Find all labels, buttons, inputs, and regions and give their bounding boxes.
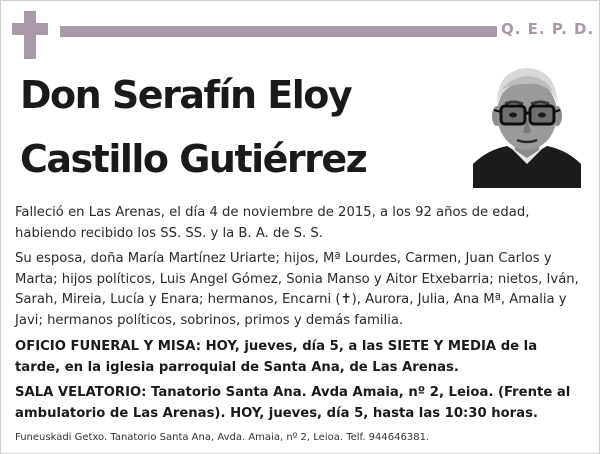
header-rule (60, 26, 497, 37)
deceased-name-line-1: Don Serafín Eloy (20, 73, 352, 117)
family-list (15, 249, 585, 331)
funeral-service-info: OFICIO FUNERAL Y MISA: HOY, jueves, día 5, a las SIETE Y MEDIA de la tarde, en la iglesia parroquial de Santa Ana, de Las Arenas. (15, 339, 538, 375)
deceased-cross-icon: ✝ (340, 292, 352, 307)
funeral-home-footer: Funeuskadi Getxo. Tanatorio Santa Ana, Avda. Amaia, nº 2, Leioa. Telf. 944646381. (15, 432, 430, 443)
death-announcement: Falleció en Las Arenas, el día 4 de noviembre de 2015, a los 92 años de edad, habiendo recibido los SS. SS. y la B. A. de S. S. (15, 205, 530, 241)
qepd-heading: Q. E. P. D. (501, 20, 595, 38)
family-list-text-a: Su esposa, doña María Martínez Uriarte; hijos, Mª Lourdes, Carmen, Juan Carlos y Marta; hijos políticos, Luis Angel Gómez, Sonia Manso y Aitor Etxebarria; nietos, Iván, Sarah, Mireia, Lucía y Enara; hermanos, Encarni ( (15, 251, 579, 307)
cross-icon-horizontal-bar (12, 23, 48, 35)
deceased-portrait (473, 60, 581, 188)
cross-icon-vertical-bar (24, 11, 36, 59)
portrait-photo (473, 60, 581, 188)
deceased-name-line-2: Castillo Gutiérrez (20, 137, 367, 181)
wake-room-info: SALA VELATORIO: Tanatorio Santa Ana. Avda Amaia, nº 2, Leioa. (Frente al ambulatorio de Las Arenas). HOY, jueves, día 5, hasta las 10:30 horas. (15, 385, 571, 421)
family-list-text-b: ), Aurora, Julia, Ana Mª, Amalia y Javi; hermanos políticos, sobrinos, primos y demás familia. (15, 292, 567, 328)
